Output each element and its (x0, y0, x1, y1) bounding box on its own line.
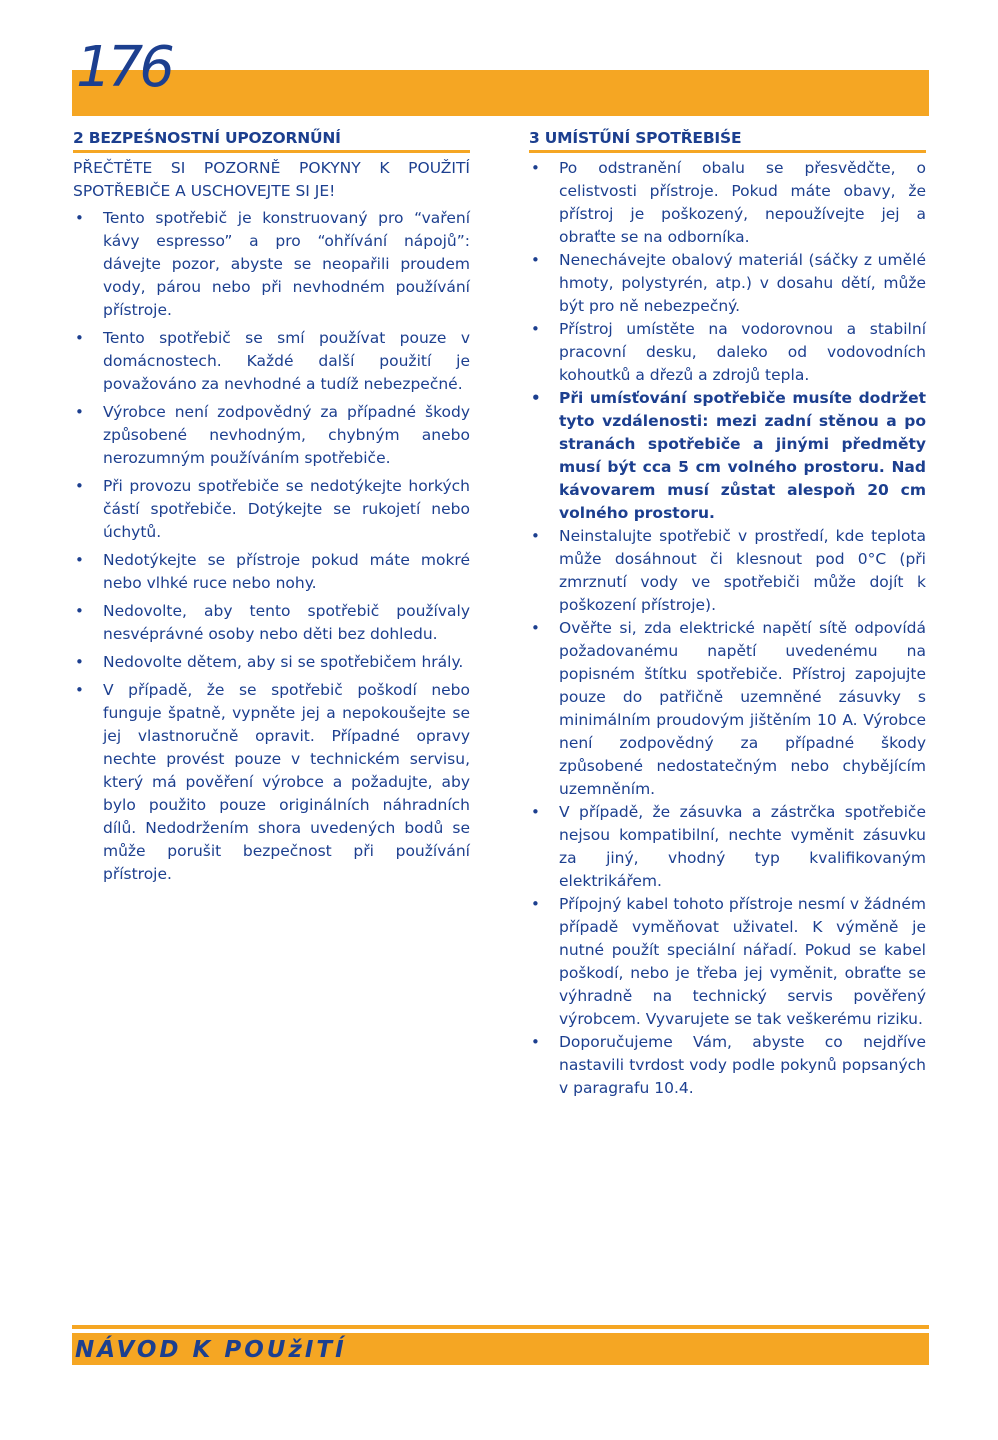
list-item-text: Nedotýkejte se přístroje pokud máte mokré nebo vlhké ruce nebo nohy. (103, 551, 470, 592)
list-item (529, 249, 926, 318)
list-item (529, 525, 926, 617)
list-item-text: Ověřte si, zda elektrické napětí sítě odpovídá požadovanému napětí uvedenému na popisném štítku spotřebiče. Přístroj zapojujte pouze do patřičně uzemněné zásuvky s minimálním proudovým jištěním 10 A. Výrobce není zodpovědný za případné škody způsobené nedostatečným nebo chybějícím uzemněním. (559, 619, 926, 798)
list-item-text: Při umísťování spotřebiče musíte dodržet tyto vzdálenosti: mezi zadní stěnou a po stranách spotřebiče a jinými předměty musí být cca 5 cm volného prostoru. Nad kávovarem musí zůstat alespoň 20 cm volného prostoru. (559, 389, 926, 522)
bullet-icon: • (531, 1033, 540, 1051)
bullet-icon: • (75, 403, 84, 421)
list-item-text: Tento spotřebič je konstruovaný pro “vaření kávy espresso” a pro “ohřívání nápojů”: dávejte pozor, abyste se neopařili proudem vody, párou nebo při nevhodném používání přístroje. (103, 209, 470, 319)
list-item-text: Po odstranění obalu se přesvědčte, o celistvosti přístroje. Pokud máte obavy, že přístroj je poškozený, nepoužívejte jej a obraťte se na odborníka. (559, 159, 926, 246)
section-heading: 2 BEZPEŚNOSTNÍ UPOZORNŰNÍ (73, 128, 470, 153)
list-item-text: Doporučujeme Vám, abyste co nejdříve nastavili tvrdost vody podle pokynů popsaných v paragrafu 10.4. (559, 1033, 926, 1097)
list-item-emphasis (529, 387, 926, 525)
section-placement (529, 128, 926, 1100)
bullet-icon: • (75, 477, 84, 495)
list-item-text: Nenechávejte obalový materiál (sáčky z umělé hmoty, polystyrén, atp.) v dosahu dětí, může být pro ně nebezpečný. (559, 251, 926, 315)
bullet-icon: • (75, 602, 84, 620)
bullet-icon: • (531, 895, 540, 913)
safety-list (73, 207, 470, 886)
list-item-text: V případě, že se spotřebič poškodí nebo funguje špatně, vypněte jej a nepokoušejte se jej vlastnoručně opravit. Případné opravy nechte provést pouze v technickém servisu, který má pověření výrobce a požadujte, aby bylo použito pouze originálních náhradních dílů. Nedodržením shora uvedených bodů se může porušit bezpečnost při používání přístroje. (103, 681, 470, 883)
list-item (529, 617, 926, 801)
bullet-icon: • (531, 803, 540, 821)
list-item (529, 893, 926, 1031)
list-item (529, 157, 926, 249)
list-item-text: Nedovolte, aby tento spotřebič používaly nesvéprávné osoby nebo děti bez dohledu. (103, 602, 470, 643)
bullet-icon: • (75, 209, 84, 227)
bullet-icon: • (75, 653, 84, 671)
list-item-text: V případě, že zásuvka a zástrčka spotřebiče nejsou kompatibilní, nechte vyměnit zásuvku za jiný, vhodný typ kvalifikovaným elektrikářem. (559, 803, 926, 890)
header-band (72, 70, 929, 116)
section-safety (73, 128, 470, 891)
list-item (73, 651, 470, 674)
list-item-text: Tento spotřebič se smí používat pouze v domácnostech. Každé další použití je považováno za nevhodné a tudíž nebezpečné. (103, 329, 470, 393)
list-item (73, 327, 470, 396)
bullet-icon: • (75, 329, 84, 347)
list-item (73, 475, 470, 544)
list-item-text: Nedovolte dětem, aby si se spotřebičem hrály. (103, 653, 464, 671)
list-item (529, 1031, 926, 1100)
bullet-icon: • (531, 389, 541, 407)
footer-title: NÁVOD K POUžITÍ (75, 1337, 347, 1363)
list-item (73, 679, 470, 886)
bullet-icon: • (531, 527, 540, 545)
intro-warning: PŘEČTĚTE SI POZORNĚ POKYNY K POUŽITÍ SPOTŘEBIČE A USCHOVEJTE SI JE! (73, 159, 470, 200)
footer-divider (72, 1325, 929, 1329)
section-heading: 3 UMÍSTŰNÍ SPOTŘEBIŚE (529, 128, 926, 153)
list-item-text: Při provozu spotřebiče se nedotýkejte horkých částí spotřebiče. Dotýkejte se rukojetí nebo úchytů. (103, 477, 470, 541)
list-item-text: Neinstalujte spotřebič v prostředí, kde teplota může dosáhnout či klesnout pod 0°C (při zmrznutí vody ve spotřebiči může dojít k poškození přístroje). (559, 527, 926, 614)
placement-list (529, 157, 926, 1100)
bullet-icon: • (75, 551, 84, 569)
bullet-icon: • (75, 681, 84, 699)
list-item-text: Přístroj umístěte na vodorovnou a stabilní pracovní desku, daleko od vodovodních kohoutků a dřezů a zdrojů tepla. (559, 320, 926, 384)
list-item (73, 600, 470, 646)
list-item (529, 318, 926, 387)
list-item (73, 207, 470, 322)
page-number: 176 (76, 35, 171, 100)
bullet-icon: • (531, 251, 540, 269)
bullet-icon: • (531, 159, 540, 177)
bullet-icon: • (531, 320, 540, 338)
list-item (529, 801, 926, 893)
list-item (73, 401, 470, 470)
list-item (73, 549, 470, 595)
list-item-text: Přípojný kabel tohoto přístroje nesmí v žádném případě vyměňovat uživatel. K výměně je nutné použít speciální nářadí. Pokud se kabel poškodí, nebo je třeba jej vyměnit, obraťte se výhradně na technický servis pověřený výrobcem. Vyvarujete se tak veškerému riziku. (559, 895, 926, 1028)
list-item-text: Výrobce není zodpovědný za případné škody způsobené nevhodným, chybným anebo nerozumným používáním spotřebiče. (103, 403, 470, 467)
bullet-icon: • (531, 619, 540, 637)
